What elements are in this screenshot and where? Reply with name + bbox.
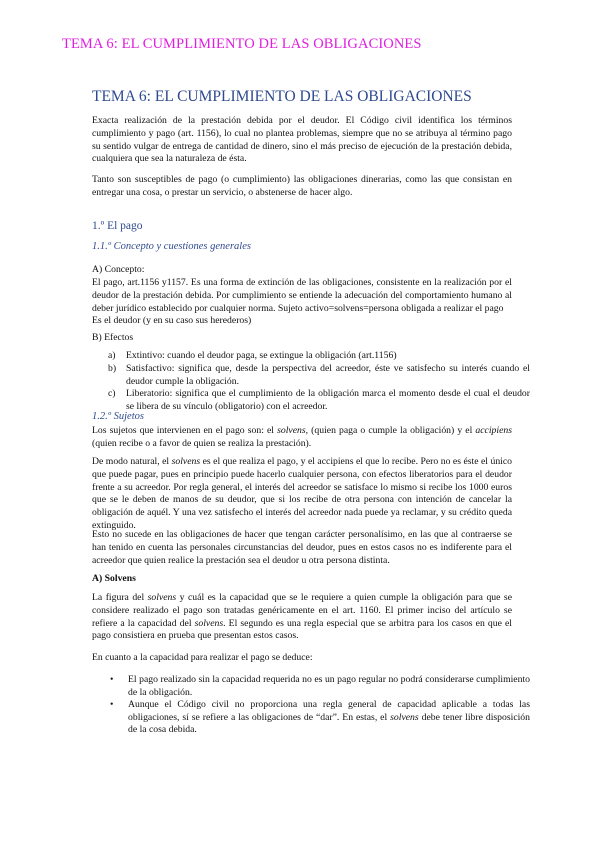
text: y cuál es la capacidad que se le requiere a quien cumple la obligación para que se considere realizado el pago son tratadas genéricamente en el art. 1160. El primer inciso del artículo se refiere a la capacidad del	[92, 592, 512, 629]
intro-paragraph-2: Tanto son susceptibles de pago (o cumplimiento) las obligaciones dinerarias, como las que consistan en entregar una cosa, o prestar un servicio, o abstenerse de hacer algo.	[92, 174, 512, 198]
list-item-text: Satisfactivo: significa que, desde la perspectiva del acreedor, éste ve satisfecho su interés cuando el deudor cumple la obligación.	[126, 363, 530, 387]
text: . El segundo es una regla especial que se arbitra para los casos en que el pago consistiera en prueba que presentan estos casos.	[92, 617, 512, 642]
term-accipiens: accipiens	[475, 425, 512, 436]
text: Los sujetos que intervienen en el pago son: el	[92, 425, 278, 436]
list-item	[108, 363, 530, 388]
bullet-text: debe tener libre disposición de la cosa debida.	[128, 711, 530, 736]
concepto-paragraph-2: Es el deudor (y en su caso sus herederos)	[92, 315, 252, 326]
concepto-label: A) Concepto:	[92, 264, 145, 275]
efectos-label: B) Efectos	[92, 332, 134, 343]
list-marker: c)	[108, 388, 116, 399]
subsection-heading-sujetos: 1.2.º Sujetos	[92, 411, 144, 422]
text: , (quien paga o cumple la obligación) y el	[305, 425, 476, 436]
list-item-text: Liberatorio: significa que el cumplimiento de la obligación marca el momento desde el cual el deudor se libera de su vínculo (obligatorio) con el acreedor.	[126, 388, 530, 412]
solvens-paragraph	[92, 592, 512, 643]
bullet-icon: •	[110, 674, 114, 685]
intro-paragraph: Exacta realización de la prestación debida por el deudor. El Código civil identifica los términos cumplimiento y pago (art. 1156), lo cual no plantea problemas, siempre que no se atribuya al término pago su sentido vulgar de entrega de cantidad de dinero, sino el más preciso de ejecución de la prestación debida, cualquiera que sea la naturaleza de ésta.	[92, 115, 512, 165]
text: es el que realiza el pago, y el accipiens el que lo recibe. Pero no es éste el único que puede pagar, pues en principio puede hacerlo cualquier persona, con efectos liberatorios para el deudor frente a su acreedor. Por regla general, el interés del acreedor se satisface lo mismo si recibe los 1000 euros que se le deben de manos de su deudor, que si los recibe de otra persona con intención de cancelar la obligación de aquél. Y una vez satisfecho el interés del acreedor nada puede ya reclamar, y su crédito queda extinguido.	[92, 456, 512, 531]
text: De modo natural, el	[92, 456, 172, 467]
section-heading-pago: 1.º El pago	[92, 220, 143, 232]
term-solvens: solvens	[171, 456, 201, 467]
list-marker: b)	[108, 363, 117, 374]
list-item	[108, 350, 530, 363]
list-marker: a)	[108, 350, 116, 361]
bullet-text: El pago realizado sin la capacidad requerida no es un pago regular no podrá considerarse cumplimiento de la obligación.	[128, 674, 530, 698]
personalisimo-paragraph: Esto no sucede en las obligaciones de hacer que tengan carácter personalísimo, en las que al contraerse se han tenido en cuenta las personales circunstancias del deudor, pues en estos casos no es indiferente para el acreedor que quien realice la prestación sea el deudor u otra persona distinta.	[92, 529, 512, 566]
bullet-icon: •	[110, 699, 114, 710]
solvens-heading: A) Solvens	[92, 573, 136, 584]
term-solvens: solvens	[147, 592, 177, 603]
bullet-text: Aunque el Código civil no proporciona una regla general de capacidad aplicable a todas las obligaciones, sí se refiere a las obligaciones de “dar”. En estas, el	[128, 699, 530, 723]
term-solvens: solvens	[194, 617, 224, 629]
document-header: TEMA 6: EL CUMPLIMIENTO DE LAS OBLIGACIONES	[62, 36, 422, 52]
bullet-item	[110, 699, 530, 737]
page-title: TEMA 6: EL CUMPLIMIENTO DE LAS OBLIGACIONES	[92, 88, 472, 105]
list-item-text: Extintivo: cuando el deudor paga, se extingue la obligación (art.1156)	[126, 350, 397, 361]
subsection-heading-concepto: 1.1.º Concepto y cuestiones generales	[92, 241, 251, 252]
term-solvens: solvens	[390, 711, 419, 723]
bullet-item	[110, 674, 530, 699]
text: (quien recibe o a favor de quien se realiza la prestación).	[92, 437, 312, 449]
list-item	[108, 388, 530, 413]
term-solvens: solvens	[277, 425, 306, 436]
sujetos-paragraph	[92, 425, 512, 451]
capacidad-paragraph: En cuanto a la capacidad para realizar el pago se deduce:	[92, 652, 313, 663]
concepto-paragraph: El pago, art.1156 y1157. Es una forma de extinción de las obligaciones, consistente en la realización por el deudor de la prestación debida. Por cumplimiento se entiende la adecuación del comportamiento humano al deber jurídico establecido por cualquier norma. Sujeto activo=solvens=persona obligada a realizar el pago	[92, 277, 512, 314]
text: La figura del	[92, 592, 148, 603]
modo-natural-paragraph	[92, 456, 512, 533]
